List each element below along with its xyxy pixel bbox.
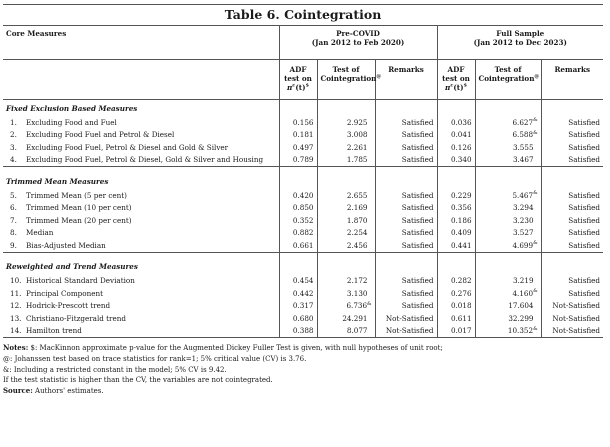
coint1-cell: 6.736& bbox=[317, 300, 375, 313]
coint2-cell: 4.160& bbox=[475, 287, 541, 300]
rem1-cell: Not-Satisfied bbox=[375, 312, 437, 325]
source-line: Source: Authors' estimates. bbox=[3, 386, 104, 396]
coint-header-1: Test of Cointegration@ bbox=[317, 60, 375, 100]
coint1-cell: 1.785 bbox=[317, 154, 375, 167]
coint-header-2: Test of Cointegration@ bbox=[475, 60, 541, 100]
measure-cell bbox=[3, 239, 279, 252]
rem1-cell: Satisfied bbox=[375, 154, 437, 167]
adf2-cell: 0.356 bbox=[437, 202, 475, 215]
adf1-cell: 0.454 bbox=[279, 275, 317, 288]
row-number: 9. bbox=[10, 240, 17, 250]
rem2-cell: Satisfied bbox=[541, 275, 603, 288]
rem1-cell: Satisfied bbox=[375, 214, 437, 227]
rem2-cell: Satisfied bbox=[541, 214, 603, 227]
coint2-cell: 32.299 bbox=[475, 312, 541, 325]
table-row bbox=[3, 239, 603, 252]
adf1-cell: 0.388 bbox=[279, 325, 317, 338]
section-heading bbox=[3, 259, 603, 275]
measure-label: Historical Standard Deviation bbox=[26, 276, 135, 286]
coint2-cell: 3.294 bbox=[475, 202, 541, 215]
measure-label: Hamilton trend bbox=[26, 326, 82, 336]
rem1-cell: Satisfied bbox=[375, 239, 437, 252]
rem2-cell: Not-Satisfied bbox=[541, 300, 603, 313]
full-sample-title: Full Sample bbox=[496, 29, 545, 38]
pre-covid-header bbox=[279, 26, 437, 60]
measure-cell bbox=[3, 227, 279, 240]
rem1-cell: Satisfied bbox=[375, 141, 437, 154]
row-number: 5. bbox=[10, 190, 17, 200]
coint2-cell: 3.527 bbox=[475, 227, 541, 240]
section-title: Fixed Exclusion Based Measures bbox=[6, 103, 138, 113]
rem2-cell: Not-Satisfied bbox=[541, 312, 603, 325]
adf2-cell: 0.282 bbox=[437, 275, 475, 288]
adf1-cell: 0.420 bbox=[279, 189, 317, 202]
measure-label: Hodrick-Prescott trend bbox=[26, 301, 111, 311]
coint1-cell: 2.254 bbox=[317, 227, 375, 240]
adf2-cell: 0.018 bbox=[437, 300, 475, 313]
coint2-cell: 6.588& bbox=[475, 129, 541, 142]
coint1-cell: 3.008 bbox=[317, 129, 375, 142]
pre-covid-title: Pre-COVID bbox=[336, 29, 380, 38]
row-number: 10. bbox=[10, 276, 22, 286]
table-row bbox=[3, 227, 603, 240]
coint1-cell: 2.925 bbox=[317, 116, 375, 129]
core-measures-header: Core Measures bbox=[3, 26, 279, 60]
rem2-cell: Satisfied bbox=[541, 154, 603, 167]
rem1-cell: Not-Satisfied bbox=[375, 325, 437, 338]
row-number: 3. bbox=[10, 142, 17, 152]
row-number: 11. bbox=[10, 288, 22, 298]
adf2-cell: 0.017 bbox=[437, 325, 475, 338]
rem2-cell: Not-Satisfied bbox=[541, 325, 603, 338]
measure-cell bbox=[3, 154, 279, 167]
coint1-cell: 2.172 bbox=[317, 275, 375, 288]
measure-label: Excluding Food Fuel, Petrol & Diesel and Gold & Silver bbox=[26, 142, 229, 152]
row-number: 7. bbox=[10, 215, 17, 225]
measure-cell bbox=[3, 129, 279, 142]
coint1-cell: 2.655 bbox=[317, 189, 375, 202]
coint2-cell: 3.555 bbox=[475, 141, 541, 154]
adf2-cell: 0.041 bbox=[437, 129, 475, 142]
adf1-cell: 0.156 bbox=[279, 116, 317, 129]
rem2-cell: Satisfied bbox=[541, 287, 603, 300]
table-row bbox=[3, 202, 603, 215]
measure-cell bbox=[3, 141, 279, 154]
rem1-cell: Satisfied bbox=[375, 202, 437, 215]
header-row-groups bbox=[3, 26, 603, 60]
rem1-cell: Satisfied bbox=[375, 189, 437, 202]
rem1-cell: Satisfied bbox=[375, 116, 437, 129]
section-heading bbox=[3, 100, 603, 117]
pre-covid-period: (Jan 2012 to Feb 2020) bbox=[311, 38, 405, 47]
coint1-cell: 8.077 bbox=[317, 325, 375, 338]
table-row bbox=[3, 214, 603, 227]
adf1-cell: 0.882 bbox=[279, 227, 317, 240]
adf-header-2: ADF test on $\pi^c(t)^{\$}$ bbox=[437, 60, 475, 100]
measure-cell bbox=[3, 312, 279, 325]
coint2-cell: 6.627& bbox=[475, 116, 541, 129]
rem2-cell: Satisfied bbox=[541, 116, 603, 129]
rem1-cell: Satisfied bbox=[375, 287, 437, 300]
coint1-cell: 1.870 bbox=[317, 214, 375, 227]
table-row bbox=[3, 116, 603, 129]
coint2-cell: 3.219 bbox=[475, 275, 541, 288]
section-heading bbox=[3, 173, 603, 189]
rem1-cell: Satisfied bbox=[375, 129, 437, 142]
measure-cell bbox=[3, 116, 279, 129]
adf2-cell: 0.340 bbox=[437, 154, 475, 167]
rem2-cell: Satisfied bbox=[541, 239, 603, 252]
row-number: 4. bbox=[10, 155, 17, 165]
row-number: 2. bbox=[10, 130, 17, 140]
measure-label: Bias-Adjusted Median bbox=[26, 240, 106, 250]
adf1-cell: 0.317 bbox=[279, 300, 317, 313]
table-row bbox=[3, 154, 603, 167]
table-row bbox=[3, 300, 603, 313]
adf1-cell: 0.442 bbox=[279, 287, 317, 300]
rem2-cell: Satisfied bbox=[541, 202, 603, 215]
rem2-cell: Satisfied bbox=[541, 141, 603, 154]
measure-label: Principal Component bbox=[26, 288, 103, 298]
row-number: 12. bbox=[10, 301, 22, 311]
adf2-cell: 0.409 bbox=[437, 227, 475, 240]
remarks-header-2: Remarks bbox=[541, 60, 603, 100]
coint2-cell: 5.467& bbox=[475, 189, 541, 202]
measure-cell bbox=[3, 325, 279, 338]
measure-cell bbox=[3, 214, 279, 227]
row-number: 13. bbox=[10, 313, 22, 323]
adf1-cell: 0.181 bbox=[279, 129, 317, 142]
rem1-cell: Satisfied bbox=[375, 300, 437, 313]
table-row bbox=[3, 275, 603, 288]
measure-label: Christiano-Fitzgerald trend bbox=[26, 313, 126, 323]
row-number: 6. bbox=[10, 203, 17, 213]
table-row bbox=[3, 312, 603, 325]
adf1-cell: 0.680 bbox=[279, 312, 317, 325]
coint1-cell: 2.169 bbox=[317, 202, 375, 215]
cointegration-table bbox=[3, 26, 603, 338]
coint2-cell: 3.467 bbox=[475, 154, 541, 167]
table-row bbox=[3, 189, 603, 202]
measure-cell bbox=[3, 189, 279, 202]
measure-label: Trimmed Mean (5 per cent) bbox=[26, 190, 127, 200]
full-sample-period: (Jan 2012 to Dec 2023) bbox=[473, 38, 567, 47]
adf1-cell: 0.352 bbox=[279, 214, 317, 227]
coint1-cell: 2.261 bbox=[317, 141, 375, 154]
rem2-cell: Satisfied bbox=[541, 227, 603, 240]
row-number: 14. bbox=[10, 326, 22, 336]
measure-label: Excluding Food Fuel, Petrol & Diesel, Gold & Silver and Housing bbox=[26, 155, 264, 165]
measure-label: Excluding Food and Fuel bbox=[26, 117, 117, 127]
table-row bbox=[3, 325, 603, 338]
table-title: Table 6. Cointegration bbox=[3, 4, 603, 26]
coint1-cell: 2.456 bbox=[317, 239, 375, 252]
rem1-cell: Satisfied bbox=[375, 227, 437, 240]
remarks-header-1: Remarks bbox=[375, 60, 437, 100]
rem2-cell: Satisfied bbox=[541, 129, 603, 142]
adf2-cell: 0.126 bbox=[437, 141, 475, 154]
row-number: 1. bbox=[10, 117, 17, 127]
section-title: Reweighted and Trend Measures bbox=[6, 262, 138, 271]
adf1-cell: 0.497 bbox=[279, 141, 317, 154]
table-row bbox=[3, 141, 603, 154]
adf1-cell: 0.850 bbox=[279, 202, 317, 215]
adf1-cell: 0.789 bbox=[279, 154, 317, 167]
adf2-cell: 0.186 bbox=[437, 214, 475, 227]
measure-cell bbox=[3, 202, 279, 215]
adf2-cell: 0.036 bbox=[437, 116, 475, 129]
adf2-cell: 0.611 bbox=[437, 312, 475, 325]
table-row bbox=[3, 129, 603, 142]
coint2-cell: 17.604 bbox=[475, 300, 541, 313]
measure-cell bbox=[3, 275, 279, 288]
measure-label: Median bbox=[26, 228, 54, 238]
full-sample-header bbox=[437, 26, 603, 60]
adf1-cell: 0.661 bbox=[279, 239, 317, 252]
header-row-columns bbox=[3, 60, 603, 100]
adf-header-1: ADF test on $\pi^c(t)^{\$}$ bbox=[279, 60, 317, 100]
adf2-cell: 0.229 bbox=[437, 189, 475, 202]
rem2-cell: Satisfied bbox=[541, 189, 603, 202]
coint2-cell: 10.352& bbox=[475, 325, 541, 338]
coint1-cell: 3.130 bbox=[317, 287, 375, 300]
table-row bbox=[3, 287, 603, 300]
measure-cell bbox=[3, 287, 279, 300]
coint2-cell: 4.699& bbox=[475, 239, 541, 252]
section-title: Trimmed Mean Measures bbox=[6, 176, 109, 186]
measure-label: Trimmed Mean (10 per cent) bbox=[26, 203, 132, 213]
coint2-cell: 3.230 bbox=[475, 214, 541, 227]
measure-cell bbox=[3, 300, 279, 313]
measure-label: Trimmed Mean (20 per cent) bbox=[26, 215, 132, 225]
rem1-cell: Satisfied bbox=[375, 275, 437, 288]
adf2-cell: 0.441 bbox=[437, 239, 475, 252]
adf2-cell: 0.276 bbox=[437, 287, 475, 300]
coint1-cell: 24.291 bbox=[317, 312, 375, 325]
row-number: 8. bbox=[10, 228, 17, 238]
table-notes: Notes: $: MacKinnon approximate p-value for the Augmented Dickey Fuller Test is given, with null hypotheses of unit root; @: Johanssen test based on trace statistics for rank=1; 5% critical value (CV) is 3.76. &: Including a restricted constant in the model; 5% CV is 9.42. If the test statistic is higher than the CV, the variables are not cointegrated. Source: Authors' estimates. bbox=[3, 343, 603, 397]
measure-label: Excluding Food Fuel and Petrol & Diesel bbox=[26, 130, 175, 140]
